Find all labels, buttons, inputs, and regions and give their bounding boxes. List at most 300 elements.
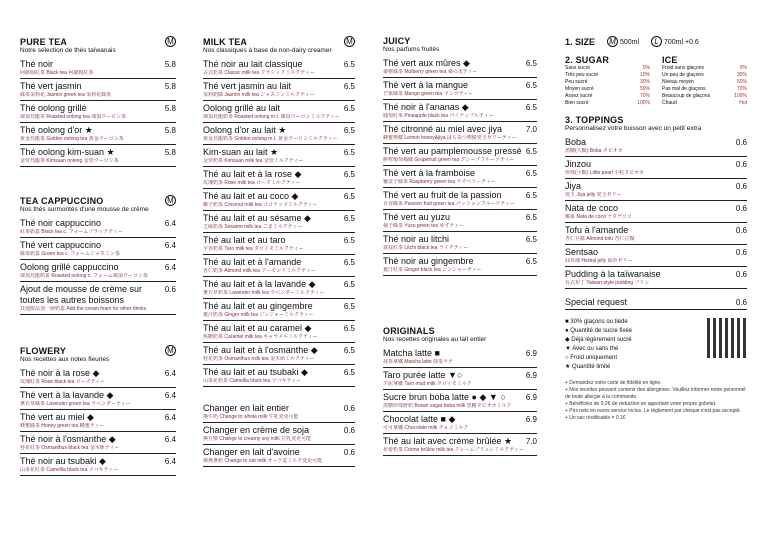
ice-label: Chaud bbox=[662, 100, 677, 106]
item-name: Matcha latte ■ bbox=[383, 348, 440, 358]
section-gap bbox=[20, 175, 176, 195]
item-row bbox=[203, 147, 355, 158]
sugar-value: 0% bbox=[642, 65, 650, 71]
menu-item[interactable] bbox=[203, 423, 355, 445]
menu-item[interactable] bbox=[383, 232, 537, 254]
item-translation: 蜂蜜檸檬 Lemon honey&jiya はちみつ檸檬愛玉ゼリーティー bbox=[383, 135, 517, 141]
item-row bbox=[565, 203, 747, 214]
item-translation: 玫瑰紅茶 Rose black tea ローズティー bbox=[20, 379, 106, 385]
topping-translation: 珍珠(小顆) Little pearl 小粒タピオカ bbox=[565, 170, 645, 176]
legend-entry: ● Quantité de sucre fixée bbox=[565, 328, 632, 334]
item-price: 5.8 bbox=[164, 148, 176, 157]
item-name: Thé vert jasmin bbox=[20, 81, 82, 91]
menu-item[interactable] bbox=[203, 57, 355, 79]
section-title: JUICY bbox=[383, 36, 411, 46]
menu-item[interactable] bbox=[383, 412, 537, 434]
tea-cappuccino-header bbox=[20, 195, 176, 206]
item-name: Thé vert cappuccino bbox=[20, 240, 102, 250]
info-block bbox=[565, 318, 747, 422]
item-name: Oolong grillé au lait bbox=[203, 103, 281, 113]
milk-tea-section bbox=[203, 36, 355, 467]
sugar-row bbox=[565, 93, 650, 100]
item-price: 6.5 bbox=[343, 302, 355, 311]
topping-name: Sentsao bbox=[565, 247, 599, 257]
topping-name: Tofu à l'amande bbox=[565, 225, 629, 235]
sugar-row bbox=[565, 100, 650, 107]
item-translation: 換燕麥奶 Change to oat milk オーツ麦ミルク変更可能 bbox=[203, 458, 323, 464]
topping-price: 0.6 bbox=[735, 248, 747, 257]
item-name: Thé vert au fruit de la passion bbox=[383, 190, 502, 200]
item-translation: 百香綠茶 Passion fruit green tea パッションフルーツティー bbox=[383, 201, 515, 207]
item-translation: 綠茶茉莉花 Jasmin green tea 茉莉花綠茶 bbox=[20, 92, 112, 98]
item-name: Thé noir bbox=[20, 59, 54, 69]
item-row bbox=[383, 212, 537, 223]
item-price: 6.5 bbox=[343, 236, 355, 245]
item-price: 6.5 bbox=[525, 59, 537, 68]
menu-item[interactable] bbox=[383, 122, 537, 144]
item-row bbox=[383, 234, 537, 245]
item-row bbox=[383, 190, 537, 201]
item-name: Taro purée latte ▼○ bbox=[383, 370, 463, 380]
section-title: ORIGINALS bbox=[383, 326, 435, 336]
item-translation: 茉莉奶綠 Jasmin milk tea ジャスミンミルクティー bbox=[203, 92, 315, 98]
topping-translation: 椰果 Nata de coco ナタデココ bbox=[565, 214, 632, 220]
sugar-ice-tables bbox=[565, 55, 747, 107]
ice-label: Pas mal de glaçons bbox=[662, 86, 706, 92]
size-m-icon: M bbox=[165, 345, 176, 356]
menu-item[interactable] bbox=[383, 78, 537, 100]
topping-price: 0.6 bbox=[735, 160, 747, 169]
ice-row bbox=[662, 72, 747, 79]
menu-item[interactable] bbox=[203, 299, 355, 321]
menu-item[interactable] bbox=[383, 254, 537, 276]
item-translation: 凍頂烏龍奶茶 Roasted oolong m.t. 凍頂ウーロンミルクティー bbox=[203, 114, 341, 120]
item-name: Chocolat latte ■ ◆ bbox=[383, 414, 456, 424]
topping-translation: 台式布丁 Taiwan-style pudding プリン bbox=[565, 280, 650, 286]
menu-item[interactable] bbox=[20, 123, 176, 145]
item-price: 0.6 bbox=[343, 426, 355, 435]
item-translation: 山茶花紅茶 Camellia black tea ツバキティー bbox=[20, 467, 119, 473]
menu-item[interactable] bbox=[203, 255, 355, 277]
menu-item[interactable] bbox=[20, 432, 176, 454]
item-name: Thé noir à l'ananas ◆ bbox=[383, 102, 469, 112]
menu-item[interactable] bbox=[383, 390, 537, 412]
menu-item[interactable] bbox=[20, 216, 176, 238]
item-translation: 金萱烏龍茶 Kimsuan oolong 金萱ウーロン茶 bbox=[20, 158, 119, 164]
menu-item[interactable] bbox=[203, 189, 355, 211]
item-translation: 凍頂烏龍奶蓋 Roasted oolong c. フォーム凍頂ウーロン茶 bbox=[20, 273, 148, 279]
pure-tea-header bbox=[20, 36, 176, 47]
topping-price: 0.6 bbox=[735, 226, 747, 235]
item-name: Thé vert à la framboise bbox=[383, 168, 476, 178]
topping-translation: 仙草凍 Herbal jelly 仙草ゼリー bbox=[565, 258, 633, 264]
item-translation: 阿薩姆紅茶 Black tea 阿薩姆紅茶 bbox=[20, 70, 94, 76]
footer-notes bbox=[565, 380, 747, 422]
item-row bbox=[203, 279, 355, 290]
menu-item[interactable] bbox=[203, 123, 355, 145]
item-price: 6.5 bbox=[343, 104, 355, 113]
item-row bbox=[20, 240, 176, 251]
menu-item[interactable] bbox=[203, 365, 355, 387]
qr-code-icon[interactable] bbox=[707, 318, 747, 358]
item-row bbox=[383, 436, 537, 447]
item-name: Thé oolong grillé bbox=[20, 103, 87, 113]
ice-row bbox=[662, 79, 747, 86]
note-line: + Un sac réutilisable = 0.1€ bbox=[565, 415, 626, 421]
sugar-label: Très peu sucré bbox=[565, 72, 599, 78]
topping-item[interactable] bbox=[565, 201, 747, 223]
item-price: 6.9 bbox=[525, 371, 537, 380]
item-name: Thé noir à l'osmanthe ◆ bbox=[20, 434, 116, 444]
item-row bbox=[20, 284, 176, 306]
topping-price: 0.6 bbox=[735, 204, 747, 213]
topping-translation: 黑糖(大顆) Boba タピオカ bbox=[565, 148, 623, 154]
note-line: + Nos recettes peuvent contenir des allergènes. Veuillez informer notre personnel de toute allergie à la commande. bbox=[565, 387, 746, 400]
flowery-header bbox=[20, 345, 176, 356]
legend-entry: ◆ Déjà légèrement sucré bbox=[565, 337, 632, 343]
juicy-header bbox=[383, 36, 537, 46]
item-row bbox=[20, 390, 176, 401]
item-row bbox=[203, 447, 355, 458]
item-row bbox=[203, 425, 355, 436]
ice-value: 0% bbox=[739, 65, 747, 71]
section-gap bbox=[20, 323, 176, 345]
note-line: + Demandez votre carte de fidélité en ligne. bbox=[565, 380, 662, 386]
menu-item[interactable] bbox=[383, 346, 537, 368]
item-price: 6.4 bbox=[164, 435, 176, 444]
sugar-value: 50% bbox=[639, 86, 650, 92]
item-row bbox=[20, 368, 176, 379]
topping-name: Nata de coco bbox=[565, 203, 619, 213]
item-row bbox=[383, 370, 537, 381]
item-row bbox=[20, 262, 176, 273]
column-4 bbox=[565, 36, 747, 422]
item-price: 6.5 bbox=[343, 214, 355, 223]
menu-item[interactable] bbox=[203, 321, 355, 343]
item-price: 6.5 bbox=[525, 191, 537, 200]
menu-item[interactable] bbox=[20, 79, 176, 101]
item-row bbox=[203, 213, 355, 224]
item-row bbox=[565, 225, 747, 236]
toppings-section bbox=[565, 115, 747, 310]
item-translation: 焦糖奶茶 Caramel milk tea キャラメルミルクティー bbox=[203, 334, 318, 340]
item-translation: 黃金烏龍奶茶 Golden oolong m.t. 黃金ウーロンミルクティー bbox=[203, 136, 338, 142]
menu-item[interactable] bbox=[203, 445, 355, 467]
item-row bbox=[383, 102, 537, 113]
note-line: + Prix nets en euros service inclus. Le règlement par chèque n'est pas accepté. bbox=[565, 408, 741, 414]
section-subtitle: Nos recettes originales au lait entier bbox=[383, 336, 487, 343]
item-row bbox=[203, 403, 355, 414]
topping-item[interactable] bbox=[565, 267, 747, 289]
item-name: Thé vert à la lavande ◆ bbox=[20, 390, 114, 400]
item-row bbox=[203, 257, 355, 268]
item-price: 6.5 bbox=[343, 60, 355, 69]
topping-item[interactable] bbox=[565, 245, 747, 267]
item-name: Thé au lait et à l'amande bbox=[203, 257, 302, 267]
item-price: 6.9 bbox=[525, 415, 537, 424]
item-row bbox=[383, 168, 537, 179]
milk-tea-header bbox=[203, 36, 355, 47]
item-name: Thé au lait et au taro bbox=[203, 235, 286, 245]
sugar-row bbox=[565, 72, 650, 79]
section-subtitle: Nos thés surmontés d'une mousse de crème bbox=[20, 206, 149, 213]
section-title: MILK TEA bbox=[203, 37, 248, 47]
menu-item[interactable] bbox=[203, 401, 355, 423]
item-name: Thé au lait et à l'osmanthe ◆ bbox=[203, 345, 318, 355]
item-price: 5.8 bbox=[164, 82, 176, 91]
item-price: 5.8 bbox=[164, 60, 176, 69]
item-name: Thé vert à la mangue bbox=[383, 80, 469, 90]
toppings-subtitle: Personnalisez votre boisson avec un petit extra bbox=[565, 125, 702, 132]
menu-item[interactable] bbox=[383, 434, 537, 456]
topping-item[interactable] bbox=[565, 157, 747, 179]
item-translation: 薰衣草奶茶 Lavender milk tea ラベンダーミルクティー bbox=[203, 290, 325, 296]
item-row bbox=[565, 297, 747, 308]
item-price: 6.9 bbox=[525, 349, 537, 358]
menu-item[interactable] bbox=[20, 454, 176, 476]
item-row bbox=[20, 81, 176, 92]
item-name: Ajout de mousse de crème sur toutes les autres boissons bbox=[20, 284, 143, 305]
item-row bbox=[203, 81, 355, 92]
item-price: 6.5 bbox=[343, 280, 355, 289]
item-translation: 荔枝紅茶 Litchi black tea ライチティー bbox=[383, 245, 469, 251]
menu-item[interactable] bbox=[203, 233, 355, 255]
large-size-icon: L bbox=[651, 36, 662, 47]
item-price: 6.5 bbox=[525, 235, 537, 244]
item-translation: 蜂蜜綠茶 Honey green tea 蜂蜜ティー bbox=[20, 423, 105, 429]
item-name: Thé au lait et au coco ◆ bbox=[203, 191, 299, 201]
section-subtitle: Nos parfums fruités bbox=[383, 46, 440, 53]
item-row bbox=[203, 103, 355, 114]
item-translation: 桂花奶茶 Osmanthus milk tea 金木犀ミルクティー bbox=[203, 356, 315, 362]
item-name: Thé vert au miel ◆ bbox=[20, 412, 94, 422]
ice-label: Froid sans glaçons bbox=[662, 65, 704, 71]
item-name: Oolong d'or au lait ★ bbox=[203, 125, 287, 135]
menu-item[interactable] bbox=[20, 282, 176, 315]
menu-item[interactable] bbox=[383, 166, 537, 188]
sugar-value: 10% bbox=[639, 72, 650, 78]
ice-table bbox=[662, 55, 747, 107]
item-name: Thé citronné au miel avec jiya bbox=[383, 124, 503, 134]
ice-value: 50% bbox=[736, 79, 747, 85]
legend-entry: ★ Quantité limité bbox=[565, 364, 611, 370]
section-subtitle: Nos recettes aux notes fleuries bbox=[20, 356, 110, 363]
item-translation: 芒果綠茶 Mango green tea マンゴティー bbox=[383, 91, 474, 97]
item-price: 6.5 bbox=[525, 147, 537, 156]
item-translation: 抹茶拿鐵 Matcha latte 抹茶ラテ bbox=[383, 359, 454, 365]
item-row bbox=[383, 348, 537, 359]
sugar-title: 2. SUGAR bbox=[565, 55, 610, 65]
item-row bbox=[203, 59, 355, 70]
item-translation: 芝麻奶茶 Sesame milk tea ごまミルクティー bbox=[203, 224, 303, 230]
ice-value: 30% bbox=[736, 72, 747, 78]
item-price: 6.4 bbox=[164, 457, 176, 466]
item-price: 6.4 bbox=[164, 219, 176, 228]
item-translation: 古式奶茶 Classic milk tea クラシックミルクティー bbox=[203, 70, 315, 76]
item-price: 6.4 bbox=[164, 241, 176, 250]
medium-size-icon: M bbox=[607, 36, 618, 47]
item-row bbox=[383, 58, 537, 69]
item-row bbox=[203, 235, 355, 246]
menu-item[interactable] bbox=[203, 79, 355, 101]
item-name: Thé oolong kim-suan ★ bbox=[20, 147, 115, 157]
menu-item[interactable] bbox=[383, 56, 537, 78]
menu-item[interactable] bbox=[20, 145, 176, 167]
topping-item[interactable] bbox=[565, 223, 747, 245]
item-translation: 椰子奶茶 Coconut milk tea ココナッツミルクティー bbox=[203, 202, 318, 208]
flowery-section bbox=[20, 345, 176, 476]
menu-item[interactable] bbox=[203, 211, 355, 233]
sugar-label: Sans sucré bbox=[565, 65, 591, 71]
size-m-icon: M bbox=[165, 195, 176, 206]
item-name: Sucre brun boba latte ● ◆ ▼ ○ bbox=[383, 392, 506, 402]
ice-title: ICE bbox=[662, 55, 678, 65]
menu-item[interactable] bbox=[20, 410, 176, 432]
item-row bbox=[565, 181, 747, 192]
item-translation: 黑糖珍珠鮮奶 Brown sugar boba milk 黒糖タピオカミルク bbox=[383, 403, 512, 409]
menu-item[interactable] bbox=[203, 145, 355, 167]
sugar-value: 70% bbox=[639, 93, 650, 99]
item-translation: 換豆漿 Change to creamy soy milk 豆乳変更可能 bbox=[203, 436, 312, 442]
item-translation: 鮮榨葡萄柚綠 Grapefruit green tea グレープフルーツティー bbox=[383, 157, 515, 163]
item-translation: 布蕾奶茶 Crème brûlée milk tea クレームブリュレミルクティー bbox=[383, 447, 524, 453]
item-name: Thé noir au gingembre bbox=[383, 256, 474, 266]
topping-price: 0.6 bbox=[735, 182, 747, 191]
item-name: Thé au lait et au tsubaki ◆ bbox=[203, 367, 308, 377]
menu-item[interactable] bbox=[20, 366, 176, 388]
item-row bbox=[383, 256, 537, 267]
item-row bbox=[20, 218, 176, 229]
item-name: Oolong grillé cappuccino bbox=[20, 262, 119, 272]
sugar-label: Bien sucré bbox=[565, 100, 589, 106]
legend-entry: ○ Froid uniquement bbox=[565, 355, 617, 361]
menu-item[interactable] bbox=[383, 368, 537, 390]
item-row bbox=[20, 103, 176, 114]
column-2 bbox=[203, 36, 355, 475]
size-m-icon: M bbox=[344, 36, 355, 47]
spacer bbox=[203, 387, 355, 401]
ice-label: Beaucoup de glaçons bbox=[662, 93, 711, 99]
menu-item[interactable] bbox=[383, 144, 537, 166]
item-row bbox=[20, 125, 176, 136]
item-price: 6.5 bbox=[525, 213, 537, 222]
item-translation: 桂花紅茶 Osmanthus black tea 金木犀ティー bbox=[20, 445, 120, 451]
item-price: 6.4 bbox=[164, 369, 176, 378]
item-name: Thé au lait et au gingembre bbox=[203, 301, 313, 311]
item-price: 6.5 bbox=[343, 82, 355, 91]
topping-item[interactable] bbox=[565, 179, 747, 201]
special-request-item[interactable] bbox=[565, 295, 747, 310]
ice-row bbox=[662, 93, 747, 100]
menu-item[interactable] bbox=[203, 101, 355, 123]
item-price: 6.5 bbox=[343, 148, 355, 157]
item-row bbox=[203, 301, 355, 312]
item-row bbox=[203, 323, 355, 334]
menu-item[interactable] bbox=[20, 101, 176, 123]
item-row bbox=[20, 434, 176, 445]
item-price: 6.5 bbox=[343, 192, 355, 201]
menu-item[interactable] bbox=[383, 188, 537, 210]
toppings-title: 3. TOPPINGS bbox=[565, 115, 624, 125]
item-name: Thé noir au lait classique bbox=[203, 59, 303, 69]
tea-cappuccino-section bbox=[20, 195, 176, 315]
section-subtitle: Notre sélection de thés taïwanais bbox=[20, 47, 116, 54]
juicy-section bbox=[383, 36, 537, 276]
item-translation: 金萱奶茶 Kimsuan milk tea 金萱ミルクティー bbox=[203, 158, 304, 164]
item-translation: 紅茶奶蓋 Black tea c. フォームブラックティー bbox=[20, 229, 123, 235]
item-price: 6.5 bbox=[343, 258, 355, 267]
item-row bbox=[565, 247, 747, 258]
item-name: Thé au lait et au sésame ◆ bbox=[203, 213, 311, 223]
item-price: 0.6 bbox=[343, 404, 355, 413]
section-title: TEA CAPPUCCINO bbox=[20, 196, 104, 206]
item-row bbox=[20, 59, 176, 70]
menu-item[interactable] bbox=[203, 343, 355, 365]
column-1 bbox=[20, 36, 176, 484]
item-name: Thé vert aux mûres ◆ bbox=[383, 58, 470, 68]
sugar-label: Peu sucré bbox=[565, 79, 588, 85]
item-name: Changer en crème de soja bbox=[203, 425, 310, 435]
menu-item[interactable] bbox=[20, 388, 176, 410]
topping-price: 0.6 bbox=[735, 138, 747, 147]
menu-item[interactable] bbox=[20, 238, 176, 260]
item-row bbox=[203, 191, 355, 202]
item-price: 6.4 bbox=[164, 263, 176, 272]
menu-item[interactable] bbox=[20, 57, 176, 79]
ice-row bbox=[662, 100, 747, 107]
item-name: Thé noir cappuccino bbox=[20, 218, 102, 228]
menu-item[interactable] bbox=[383, 100, 537, 122]
item-translation: 鳳梨紅茶 Pineapple black tea パイナップルティー bbox=[383, 113, 494, 119]
topping-item[interactable] bbox=[565, 135, 747, 157]
topping-name: Jinzou bbox=[565, 159, 592, 169]
item-translation: 凍頂烏龍茶 Roasted oolong tea 凍頂ウーロン茶 bbox=[20, 114, 127, 120]
item-price: 6.5 bbox=[525, 81, 537, 90]
topping-name: Pudding à la taïwanaise bbox=[565, 269, 661, 279]
topping-price: 0.6 bbox=[735, 270, 747, 279]
item-row bbox=[20, 147, 176, 158]
topping-translation: 杏仁豆腐 Almond tofu 杏仁豆腐 bbox=[565, 236, 635, 242]
item-price: 6.5 bbox=[343, 346, 355, 355]
item-translation: 芋泥拿鐵 Taro mud milk タロイモミルク bbox=[383, 381, 472, 387]
ice-value: 100% bbox=[734, 93, 747, 99]
item-price: 6.4 bbox=[164, 413, 176, 422]
item-row bbox=[383, 124, 537, 135]
menu-item[interactable] bbox=[203, 167, 355, 189]
large-size-label: 700ml +0.6 bbox=[664, 39, 699, 46]
item-name: Thé au lait et au caramel ◆ bbox=[203, 323, 312, 333]
section-title: PURE TEA bbox=[20, 37, 68, 47]
item-price: 7.0 bbox=[525, 437, 537, 446]
size-title: 1. SIZE bbox=[565, 36, 596, 47]
special-request-price: 0.6 bbox=[735, 298, 747, 307]
topping-name: Boba bbox=[565, 137, 587, 147]
menu-item[interactable] bbox=[20, 260, 176, 282]
note-line: + Bénéficiez de 0.2€ de réduction en apportant votre propre gobelet. bbox=[565, 401, 717, 407]
item-price: 6.5 bbox=[343, 324, 355, 333]
menu-item[interactable] bbox=[203, 277, 355, 299]
ice-label: Un peu de glaçons bbox=[662, 72, 704, 78]
item-row bbox=[203, 367, 355, 378]
menu-item[interactable] bbox=[383, 210, 537, 232]
item-price: 6.5 bbox=[343, 170, 355, 179]
item-price: 6.9 bbox=[525, 393, 537, 402]
ice-row bbox=[662, 86, 747, 93]
item-translation: 山茶花奶茶 Camellia black tea ツバキティー bbox=[203, 378, 302, 384]
item-row bbox=[20, 412, 176, 423]
sugar-table bbox=[565, 55, 650, 107]
item-price: 5.8 bbox=[164, 126, 176, 135]
